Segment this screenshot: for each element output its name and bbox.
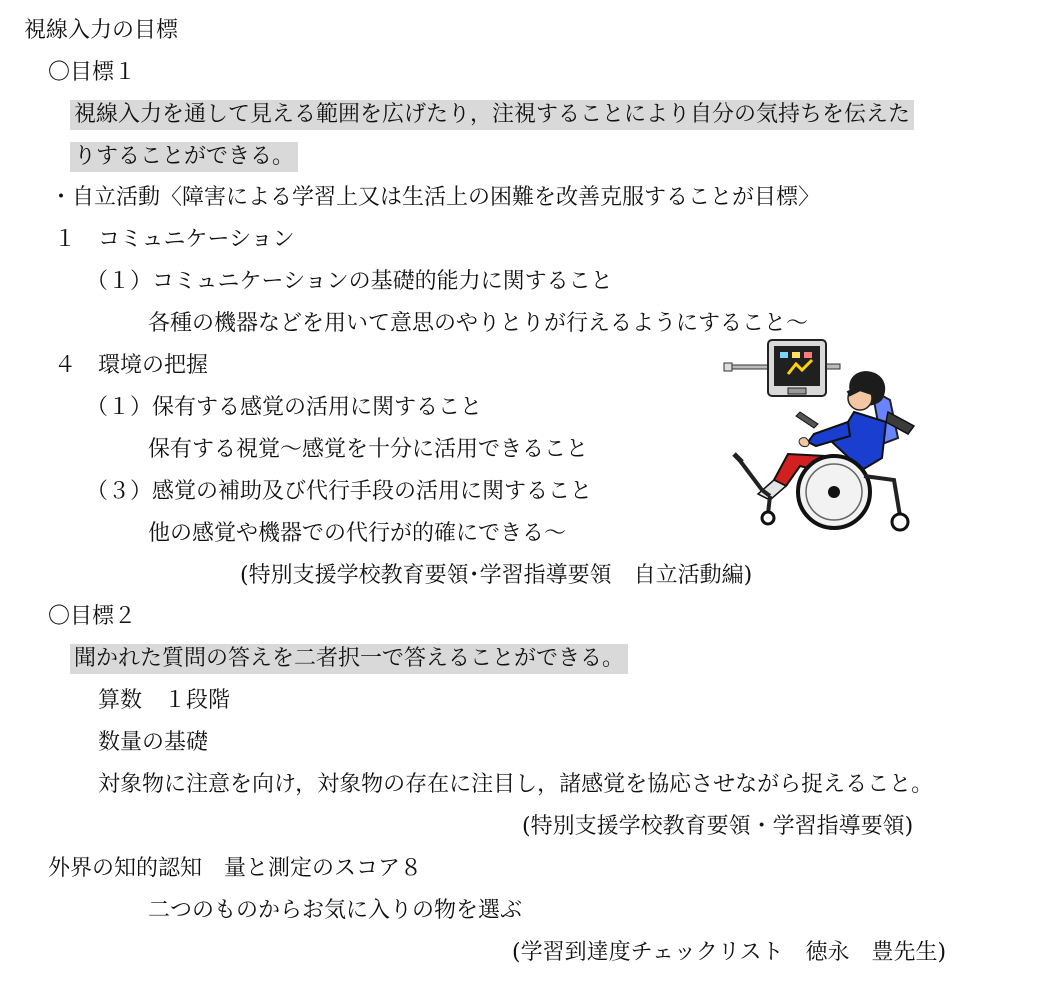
cognition-detail: 二つのものからお気に入りの物を選ぶ bbox=[148, 898, 523, 923]
jiritsu-item-4-sub-3: （３）感覚の補助及び代行手段の活用に関すること bbox=[86, 479, 593, 504]
goal2-text: 聞かれた質問の答えを二者択一で答えることができる。 bbox=[70, 644, 628, 674]
goal2-source: (特別支援学校教育要領・学習指導要領) bbox=[522, 814, 914, 839]
goal1-heading: 〇目標１ bbox=[48, 60, 137, 85]
jiritsu-item-4-sub-1: （１）保有する感覚の活用に関すること bbox=[86, 395, 483, 420]
jiritsu-item-4-sub-3-detail: 他の感覚や機器での代行が的確にできる～ bbox=[148, 521, 567, 546]
goal2-heading: 〇目標２ bbox=[48, 604, 137, 629]
jiritsu-item-4-sub-1-detail: 保有する視覚～感覚を十分に活用できること bbox=[148, 437, 589, 462]
jiritsu-item-1: １ コミュニケーション bbox=[54, 227, 295, 252]
cognition-heading: 外界の知的認知 量と測定のスコア８ bbox=[48, 856, 423, 881]
page-title: 視線入力の目標 bbox=[24, 18, 179, 43]
jiritsu-source: (特別支援学校教育要領･学習指導要領 自立活動編) bbox=[240, 563, 753, 588]
cognition-source: (学習到達度チェックリスト 徳永 豊先生) bbox=[512, 940, 947, 965]
jiritsu-item-4: ４ 環境の把握 bbox=[54, 353, 209, 378]
jiritsu-item-1-sub-1: （１）コミュニケーションの基礎的能力に関すること bbox=[86, 269, 613, 294]
jiritsu-heading: ・自立活動〈障害による学習上又は生活上の困難を改善克服することが目標〉 bbox=[50, 185, 821, 210]
goal2-math: 算数 １段階 bbox=[98, 688, 231, 713]
jiritsu-item-1-sub-1-detail: 各種の機器などを用いて意思のやりとりが行えるようにすること～ bbox=[148, 311, 809, 336]
gaze-monitor-icon bbox=[768, 340, 826, 396]
wheelchair-eye-gaze-illustration bbox=[722, 330, 922, 535]
goal1-text-line1: 視線入力を通して見える範囲を広げたり，注視することにより自分の気持ちを伝えた bbox=[70, 100, 914, 130]
goal2-math-detail: 対象物に注意を向け，対象物の存在に注目し，諸感覚を協応させながら捉えること。 bbox=[98, 772, 934, 797]
goal1-text-line2: りすることができる。 bbox=[70, 142, 298, 172]
goal2-math-topic: 数量の基礎 bbox=[98, 730, 209, 755]
